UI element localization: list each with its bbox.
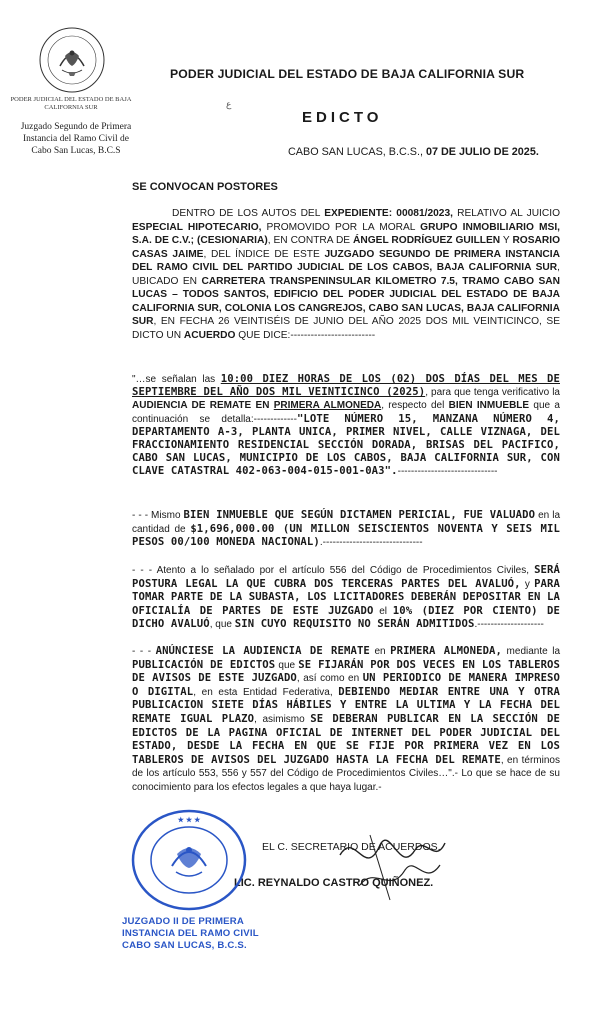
text: en [369,646,391,657]
text: mediante la [502,646,561,657]
text: , que [209,619,235,631]
text: , UBICADO EN [132,262,560,287]
text: - - - Atento a lo señalado por el artículo 556 del Código de Procedimientos Civiles, [132,565,535,576]
court-label [6,121,146,157]
text: , asimismo [254,713,311,725]
deposit-rule: PARA TOMAR PARTE DE LA SUBASTA, LOS LICITADORES DEBERÁN DEPOSITAR EN LA OFICIALÍA DE PARTES DE ESTE JUZGADO [132,577,560,617]
text: Y [500,235,513,246]
deposit-percent: 10% (DIEZ POR CIENTO) DE DICHO AVALUÓ [132,604,561,631]
plaintiff: GRUPO INMOBILIARIO MSI, S.A. DE C.V.; (CESIONARIA) [132,221,560,246]
court-address: CARRETERA TRANSPENINSULAR KILOMETRO 7.5, TRAMO CABO SAN LUCAS – TODOS SANTOS, EDIFICIO DEL PODER JUDICIAL DEL ESTADO DE BAJA CALIFORNIA SUR, COLONIA LOS CANGREJOS, CABO SAN LUCAS, BAJA CALIFORNIA SUR [132,275,560,327]
coat-of-arms-seal-icon [38,26,106,94]
acuerdo: ACUERDO [183,329,236,341]
almoneda [274,400,381,411]
text: , en términos de los artículo 553, 556 y 557 del Código de Procedimientos Civiles…".- Lo que se hace de su conocimiento para los efectos legales a que haya lugar.- [132,754,560,793]
valuation-amount: $1,696,000.00 (UN MILLON SEISCIENTOS NOVENTA Y SEIS MIL PESOS 00/100 MONEDA NACIONAL) [132,522,560,549]
date-line [288,146,539,158]
paragraph-case-details [132,207,560,342]
text: .-------------------- [474,619,544,631]
text: , así como en [296,673,363,685]
date-prefix: CABO SAN LUCAS, B.C.S., [288,146,426,158]
text: el [373,605,393,617]
announce: ANÚNCIESE LA AUDIENCIA DE REMATE [155,645,370,657]
text: , respecto del [381,400,449,412]
svg-text:★ ★ ★: ★ ★ ★ [177,817,201,824]
juicio-type: ESPECIAL HIPOTECARIO, [132,221,262,233]
defendant: ROSARIO CASAS JAIME [132,235,560,260]
text: DENTRO DE LOS AUTOS DEL [172,208,325,219]
signatory-name: LIC. REYNALDO CASTRO QUIÑONEZ. [234,877,434,889]
website-rule: SE DEBERAN PUBLICAR EN LA SECCIÓN DE EDICTOS DE LA PAGINA OFICIAL DE INTERNET DEL PODER JUDICIAL DEL ESTADO, DESDE LA FECHA EN QUE SE FIJE POR PRIMERA VEZ EN LOS TABLEROS DE AVISOS DEL JUZGADO HASTA LA FECHA DEL REMATE [132,712,561,766]
text: , EN CONTRA DE [267,235,354,246]
date-value: 07 DE JULIO DE 2025. [426,146,539,158]
header-mark: ع [226,99,232,109]
newspaper-rule: UN PERIODICO DE MANERA IMPRESO O DIGITAL [132,672,561,698]
seal-caption-line: CALIFORNIA SUR [44,104,98,111]
seal-caption-line: PODER JUDICIAL DEL ESTADO DE BAJA [10,96,132,103]
text: , EN FECHA 26 VEINTISÉIS DE JUNIO DEL AÑO 2025 DOS MIL VEINTICINCO, SE DICTO UN [132,316,560,341]
court-name: JUZGADO SEGUNDO DE PRIMERA INSTANCIA DEL RAMO CIVIL DEL PARTIDO JUDICIAL DE LOS CABOS, BAJA CALIFORNIA SUR [132,248,560,273]
property-description: "LOTE NÚMERO 15, MANZANA NÚMERO 4, DEPARTAMENTO A-3, PLANTA UNICA, PRIMER NIVEL, CALLE VIZNAGA, DEL FRACCIONAMIENTO RESIDENCIAL SECCIÓN DORADA, BRISAS DEL PACIFICO, CABO SAN LUCAS, MUNICIPIO DE LOS CABOS, BAJA CALIFORNIA SUR, CON CLAVE CATASTRAL 402-063-004-015-001-0A3". [132,412,560,478]
paragraph-bidding-rules [132,564,560,632]
text: QUE DICE:------------------------- [235,329,376,341]
text: , para que tenga verificativo la [425,387,560,399]
edict-publication: PUBLICACIÓN DE EDICTOS [132,658,276,671]
paragraph-publication [132,645,560,795]
signatory-title: EL C. SECRETARIO DE ACUERDOS. [262,841,441,853]
text: PROMOVIDO POR LA MORAL [261,221,421,233]
legal-bid: SERÁ POSTURA LEGAL LA QUE CUBRA DOS TERCERAS PARTES DEL AVALUÓ, [132,564,560,590]
court-stamp [122,916,259,952]
signature-scribble-icon [330,825,450,905]
defendant: ÁNGEL RODRÍGUEZ GUILLEN [353,235,501,246]
stamp-line: CABO SAN LUCAS, B.C.S. [122,940,247,951]
admission-requirement: SIN CUYO REQUISITO NO SERÁN ADMITIDOS [234,618,475,631]
expediente: EXPEDIENTE: 00081/2023, [324,208,453,219]
posting-rule: SE FIJARÁN POR DOS VECES EN LOS TABLEROS DE AVISOS DE ESTE JUZGADO [132,658,560,685]
property-label: BIEN INMUEBLE [448,400,530,412]
paragraph-hearing [132,373,560,479]
hearing-date-text: 10:00 DIEZ HORAS DE LOS (02) DOS DÍAS DEL MES DE SEPTIEMBRE DEL AÑO DOS MIL VEINTICINCO (2025) [132,373,560,399]
text: , DEL ÍNDICE DE ESTE [203,248,325,260]
text: - - - Mismo [132,510,184,521]
header-title: PODER JUDICIAL DEL ESTADO DE BAJA CALIFORNIA SUR [170,67,525,81]
almoneda-text: PRIMERA ALMONEDA [273,400,382,412]
stamp-line: INSTANCIA DEL RAMO CIVIL [122,928,259,939]
text: ------------------------------ [397,466,498,478]
stamp-line: JUZGADO II DE PRIMERA [122,916,244,927]
court-seal-icon [130,808,248,912]
text: RELATIVO AL JUICIO [452,208,560,219]
paragraph-valuation [132,509,560,550]
document-type: EDICTO [302,109,383,126]
text: en la cantidad de [132,510,561,535]
text: que a continuación se detalla:------------- [132,400,560,425]
court-label-line: Instancia del Ramo Civil de [22,134,130,144]
text: que [275,659,299,671]
text: , en esta Entidad Federativa, [193,686,339,698]
almoneda: PRIMERA ALMONEDA, [390,645,503,657]
seal-caption [6,96,136,112]
interval-rule: DEBIENDO MEDIAR ENTRE UNA Y OTRA PUBLICACION SIETE DÍAS HÁBILES Y ENTRE LA ULTIMA Y LA FECHA DEL REMATE IGUAL PLAZO [132,685,561,725]
text: "…se señalan las [132,374,221,385]
court-label-line: Juzgado Segundo de Primera [20,122,132,132]
text: - - - [132,646,156,657]
text: y [520,578,535,590]
section-heading: SE CONVOCAN POSTORES [132,181,278,193]
hearing-type: AUDIENCIA DE REMATE EN [132,400,274,412]
valuation-statement: BIEN INMUEBLE QUE SEGÚN DICTAMEN PERICIAL, FUE VALUADO [183,509,536,521]
court-label-line: Cabo San Lucas, B.C.S [31,146,121,156]
text: .------------------------------ [319,537,423,549]
